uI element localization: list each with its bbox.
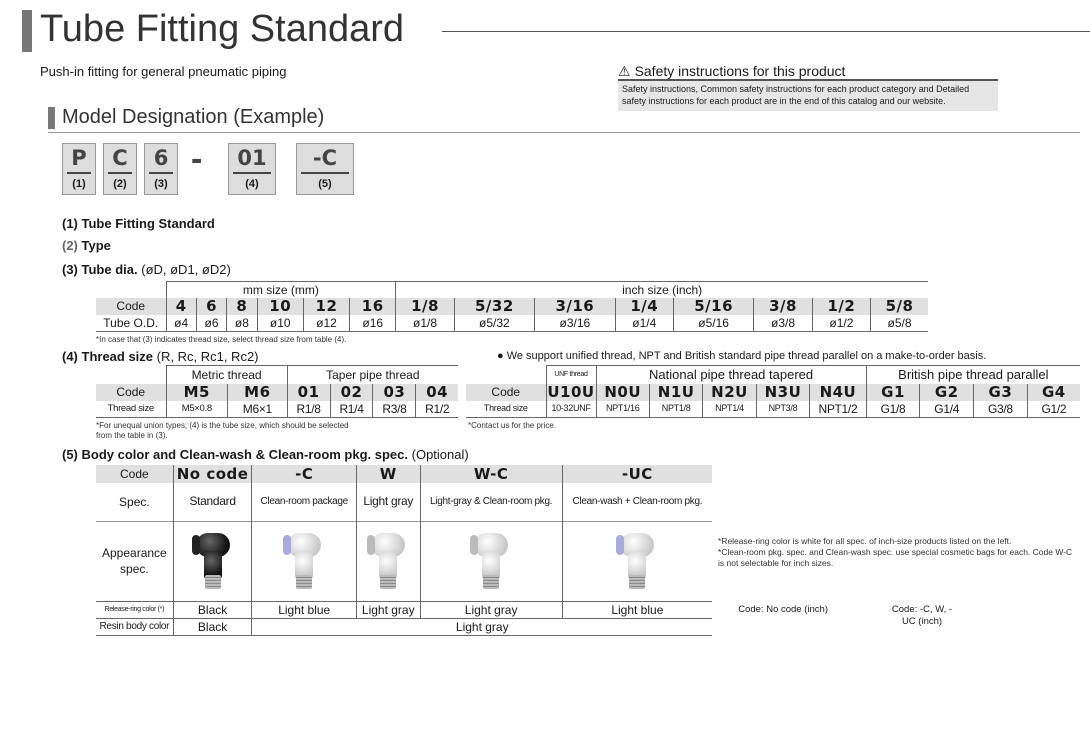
metric-thread-header: Metric thread [166, 366, 287, 384]
section-2-label [62, 238, 111, 253]
body-code-cell: -UC [562, 465, 712, 483]
ring-color-label: Release-ring color (*) [104, 606, 165, 613]
model-box-num: (1) [72, 178, 86, 190]
model-box-num: (3) [154, 178, 168, 190]
body-spec-row [96, 483, 712, 521]
side-notes [718, 536, 1078, 569]
resin-light-gray: Light gray [252, 618, 712, 635]
appearance-cell [562, 521, 712, 601]
thread-size-cell: NPT3/8 [756, 401, 809, 418]
thread-size-cell: G3/8 [974, 401, 1028, 418]
body-ring-cell: Light gray [420, 601, 562, 618]
thread-size-row [96, 401, 458, 418]
thread-size-cell: M5×0.8 [166, 401, 228, 418]
tube-note: *In case that (3) indicates thread size, select thread size from table (4). [96, 335, 347, 344]
thread-code-cell: U10U [547, 382, 595, 401]
tube-od-cell: ø16 [350, 315, 396, 332]
section-rule [48, 132, 1080, 133]
thread-code-cell: G1 [866, 384, 920, 401]
model-box-num: (2) [113, 178, 127, 190]
elbow-fitting-light-photo [365, 529, 411, 593]
thread-code-cell: 04 [416, 384, 458, 401]
section-4-text: (4) Thread size [62, 349, 154, 364]
code-label: Code [116, 299, 146, 313]
section-accent-bar [48, 107, 55, 129]
unf-thread-header: UNF thread [546, 366, 596, 384]
thread-code-cell: G4 [1027, 384, 1080, 401]
tube-code-cell: 4 [166, 298, 196, 315]
tube-od-cell: ø3/8 [754, 315, 812, 332]
contact-price-note: *Contact us for the price. [468, 421, 557, 430]
body-spec-cell: Light-gray & Clean-room pkg. [420, 483, 562, 521]
thread-size-cell: R1/2 [416, 401, 458, 418]
thread-code-cell: N3U [756, 384, 809, 401]
body-code-row [96, 465, 712, 483]
body-ring-cell: Black [173, 601, 252, 618]
thread-size-cell: NPT1/4 [703, 401, 756, 418]
spec-label: Spec. [119, 494, 150, 509]
tube-od-cell: ø12 [303, 315, 349, 332]
thread-code-row [96, 384, 458, 401]
model-box-5 [296, 143, 354, 195]
body-code-cell: W-C [420, 465, 562, 483]
tube-code-cell: 10 [257, 298, 303, 315]
unequal-union-note-2: from the table in (3). [96, 431, 168, 440]
thread-code-cell: N2U [703, 384, 756, 401]
tube-od-cell: ø5/16 [673, 315, 753, 332]
tube-code-cell: 3/8 [754, 298, 812, 315]
model-box-code: C [108, 144, 132, 174]
code-label: Code [120, 467, 149, 481]
section-5-text: (5) Body color and Clean-wash & Clean-room pkg. spec. [62, 447, 409, 462]
caption-no-code: Code: No code (inch) [738, 604, 828, 615]
thread-size-cell: G1/2 [1027, 401, 1080, 418]
model-box-code: P [67, 144, 91, 174]
tube-code-cell: 5/16 [673, 298, 753, 315]
inch-size-header: inch size (inch) [396, 282, 928, 298]
thread-size-label: Thread size [483, 403, 528, 414]
model-box-4 [228, 143, 276, 195]
tube-od-cell: ø3/16 [535, 315, 615, 332]
body-code-cell: W [356, 465, 420, 483]
tube-code-cell: 12 [303, 298, 349, 315]
safety-panel [618, 63, 998, 111]
model-designation-heading: Model Designation (Example) [62, 106, 325, 128]
tube-od-cell: ø1/4 [615, 315, 673, 332]
tube-od-cell: ø1/8 [396, 315, 454, 332]
thread-code-cell: G3 [974, 384, 1028, 401]
tube-code-cell: 1/4 [615, 298, 673, 315]
body-ring-cell: Light gray [356, 601, 420, 618]
body-ring-row [96, 601, 712, 618]
safety-heading-text: Safety instructions for this product [634, 63, 846, 79]
section-5-sub: (Optional) [411, 447, 469, 462]
tube-dia-table [96, 281, 928, 332]
section-2-text: Type [81, 238, 111, 253]
section-1-label: (1) Tube Fitting Standard [62, 216, 215, 231]
page-subtitle: Push-in fitting for general pneumatic piping [40, 64, 287, 79]
section-3-label [62, 262, 231, 277]
tube-code-cell: 1/2 [812, 298, 870, 315]
unequal-union-note-1: *For unequal union types, (4) is the tube size, which should be selected [96, 421, 349, 430]
tube-od-label: Tube O.D. [103, 315, 159, 330]
tube-code-cell: 5/32 [454, 298, 534, 315]
body-ring-cell: Light blue [252, 601, 356, 618]
body-code-cell: No code [173, 465, 252, 483]
body-spec-cell: Clean-room package [252, 483, 356, 521]
tube-od-cell: ø6 [196, 315, 226, 332]
section-3-sub: (øD, øD1, øD2) [141, 262, 231, 277]
tube-code-cell: 1/8 [396, 298, 454, 315]
thread-size-cell: 10-32UNF [546, 401, 596, 418]
section-4-sub: (R, Rc, Rc1, Rc2) [156, 349, 259, 364]
elbow-fitting-black-photo [190, 529, 236, 593]
tube-code-cell: 16 [350, 298, 396, 315]
tube-od-cell: ø1/2 [812, 315, 870, 332]
body-color-table [96, 465, 712, 636]
elbow-fitting-light-photo [468, 529, 514, 593]
model-box-code: -C [301, 144, 349, 174]
warning-triangle-icon: ⚠ [618, 62, 631, 79]
tube-code-cell: 3/16 [535, 298, 615, 315]
tube-code-cell: 6 [196, 298, 226, 315]
model-box-3 [144, 143, 178, 195]
section-3-text: (3) Tube dia. [62, 262, 138, 277]
resin-black: Black [173, 618, 252, 635]
tube-od-cell: ø8 [227, 315, 257, 332]
section-2-num: (2) [62, 238, 78, 253]
npt-header: National pipe thread tapered [596, 366, 866, 384]
title-accent-bar [22, 10, 32, 52]
appearance-label: Appearance spec. [102, 546, 167, 576]
tube-code-row [96, 298, 928, 315]
model-box-num: (5) [318, 178, 332, 190]
elbow-fitting-light-photo [281, 529, 327, 593]
safety-heading [618, 63, 998, 81]
body-spec-cell: Light gray [356, 483, 420, 521]
appearance-cell [356, 521, 420, 601]
tube-code-cell: 5/8 [871, 298, 928, 315]
model-box-num: (4) [245, 178, 259, 190]
thread-code-cell: 02 [330, 384, 373, 401]
body-ring-cell: Light blue [562, 601, 712, 618]
thread-size-cell: NPT1/16 [596, 401, 649, 418]
thread-size-cell: NPT1/2 [810, 401, 867, 418]
title-rule [442, 31, 1090, 32]
page-title: Tube Fitting Standard [40, 8, 405, 50]
elbow-fitting-light-photo [614, 529, 660, 593]
thread-code-cell: M6 [228, 384, 288, 401]
thread-code-cell: G2 [920, 384, 974, 401]
model-dash: - [191, 140, 203, 178]
thread-size-row-ordered [466, 401, 1080, 418]
tube-od-cell: ø4 [166, 315, 196, 332]
body-resin-row [96, 618, 712, 635]
section-5-label [62, 447, 469, 462]
tube-od-cell: ø5/32 [454, 315, 534, 332]
thread-size-cell: R1/8 [287, 401, 330, 418]
thread-size-cell: NPT1/8 [649, 401, 702, 418]
thread-code-cell: 03 [373, 384, 416, 401]
body-appearance-row [96, 521, 712, 601]
code-label: Code [116, 385, 146, 399]
tube-od-cell: ø10 [257, 315, 303, 332]
caption-c-w-uc: Code: -C, W, -UC (inch) [891, 604, 953, 627]
thread-size-cell: M6×1 [228, 401, 288, 418]
thread-size-table [96, 365, 458, 418]
thread-code-row-ordered [466, 384, 1080, 401]
thread-code-cell: N0U [596, 384, 649, 401]
code-label: Code [491, 385, 521, 399]
section-4-label [62, 349, 259, 364]
thread-size-table-ordered [466, 365, 1080, 418]
thread-size-cell: R3/8 [373, 401, 416, 418]
make-to-order-note: ● We support unified thread, NPT and British standard pipe thread parallel on a make-to-order basis. [497, 350, 987, 362]
thread-size-cell: G1/4 [920, 401, 974, 418]
taper-thread-header: Taper pipe thread [287, 366, 458, 384]
body-spec-cell: Clean-wash + Clean-room pkg. [562, 483, 712, 521]
safety-body: Safety instructions, Common safety instructions for each product category and Detailed safety instructions for each product are in the end of this catalog and our website. [618, 81, 998, 111]
thread-code-cell: N4U [810, 384, 867, 401]
thread-code-cell: M5 [166, 384, 228, 401]
side-note-2: *Clean-room pkg. spec. and Clean-wash spec. use special cosmetic bags for each. Code W-C is not selectable for inch sizes. [718, 547, 1073, 568]
model-box-code: 6 [149, 144, 173, 174]
tube-od-cell: ø5/8 [871, 315, 928, 332]
model-box-code: 01 [233, 144, 271, 174]
appearance-cell [173, 521, 252, 601]
thread-code-cell: N1U [649, 384, 702, 401]
mm-size-header: mm size (mm) [166, 282, 396, 298]
tube-code-cell: 8 [227, 298, 257, 315]
tube-od-row [96, 315, 928, 332]
thread-code-cell: 01 [287, 384, 330, 401]
thread-size-cell: G1/8 [866, 401, 920, 418]
side-note-1: *Release-ring color is white for all spec. of inch-size products listed on the left. [718, 536, 1012, 546]
bsp-header: British pipe thread parallel [866, 366, 1080, 384]
thread-size-label: Thread size [107, 403, 154, 414]
model-box-1 [62, 143, 96, 195]
body-code-cell: -C [252, 465, 356, 483]
model-box-2 [103, 143, 137, 195]
resin-color-label: Resin body color [99, 620, 170, 632]
body-spec-cell: Standard [173, 483, 252, 521]
appearance-cell [252, 521, 356, 601]
appearance-cell [420, 521, 562, 601]
thread-size-cell: R1/4 [330, 401, 373, 418]
